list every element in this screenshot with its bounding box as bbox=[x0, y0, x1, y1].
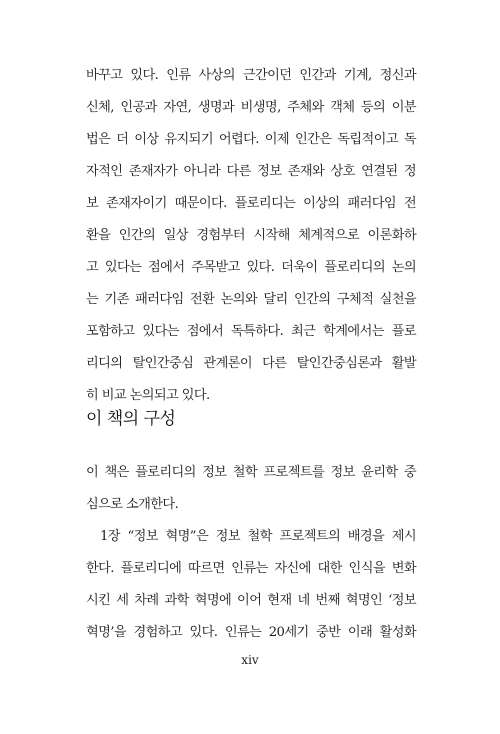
body-text-line: 법은 더 이상 유지되기 어렵다. 이제 인간은 독립적이고 독 bbox=[86, 132, 416, 147]
body-text-line: 는 기존 패러다임 전환 논의와 달리 인간의 구체적 실천을 bbox=[86, 292, 416, 307]
body-text-line: 바꾸고 있다. 인류 사상의 근간이던 인간과 기계, 정신과 bbox=[86, 68, 416, 83]
body-text-line: 환을 인간의 일상 경험부터 시작해 체계적으로 이론화하 bbox=[86, 228, 416, 243]
section-heading: 이 책의 구성 bbox=[86, 409, 176, 429]
body-text-line: 포함하고 있다는 점에서 독특하다. 최근 학계에서는 플로 bbox=[86, 324, 416, 339]
body-text-line: 이 책은 플로리디의 정보 철학 프로젝트를 정보 윤리학 중 bbox=[86, 465, 416, 480]
body-text-line: 자적인 존재자가 아니라 다른 정보 존재와 상호 연결된 정 bbox=[86, 164, 416, 179]
body-text-line: 시킨 세 차례 과학 혁명에 이어 현재 네 번째 혁명인 ‘정보 bbox=[86, 593, 416, 608]
body-text-line: 보 존재자이기 때문이다. 플로리디는 이상의 패러다임 전 bbox=[86, 196, 416, 211]
body-text-line: 혁명’을 경험하고 있다. 인류는 20세기 중반 이래 활성화 bbox=[86, 625, 416, 640]
body-text-line: 히 비교 논의되고 있다. bbox=[86, 388, 210, 403]
body-text-line: 신체, 인공과 자연, 생명과 비생명, 주체와 객체 등의 이분 bbox=[86, 100, 416, 115]
body-text-line: 리디의 탈인간중심 관계론이 다른 탈인간중심론과 활발 bbox=[86, 356, 416, 371]
body-text-line: 1장 “정보 혁명”은 정보 철학 프로젝트의 배경을 제시 bbox=[100, 529, 416, 544]
body-text-line: 심으로 소개한다. bbox=[86, 497, 179, 512]
page-number: xiv bbox=[241, 653, 259, 667]
body-text-line: 고 있다는 점에서 주목받고 있다. 더욱이 플로리디의 논의 bbox=[86, 260, 416, 275]
body-text-line: 한다. 플로리디에 따르면 인류는 자신에 대한 인식을 변화 bbox=[86, 561, 416, 576]
